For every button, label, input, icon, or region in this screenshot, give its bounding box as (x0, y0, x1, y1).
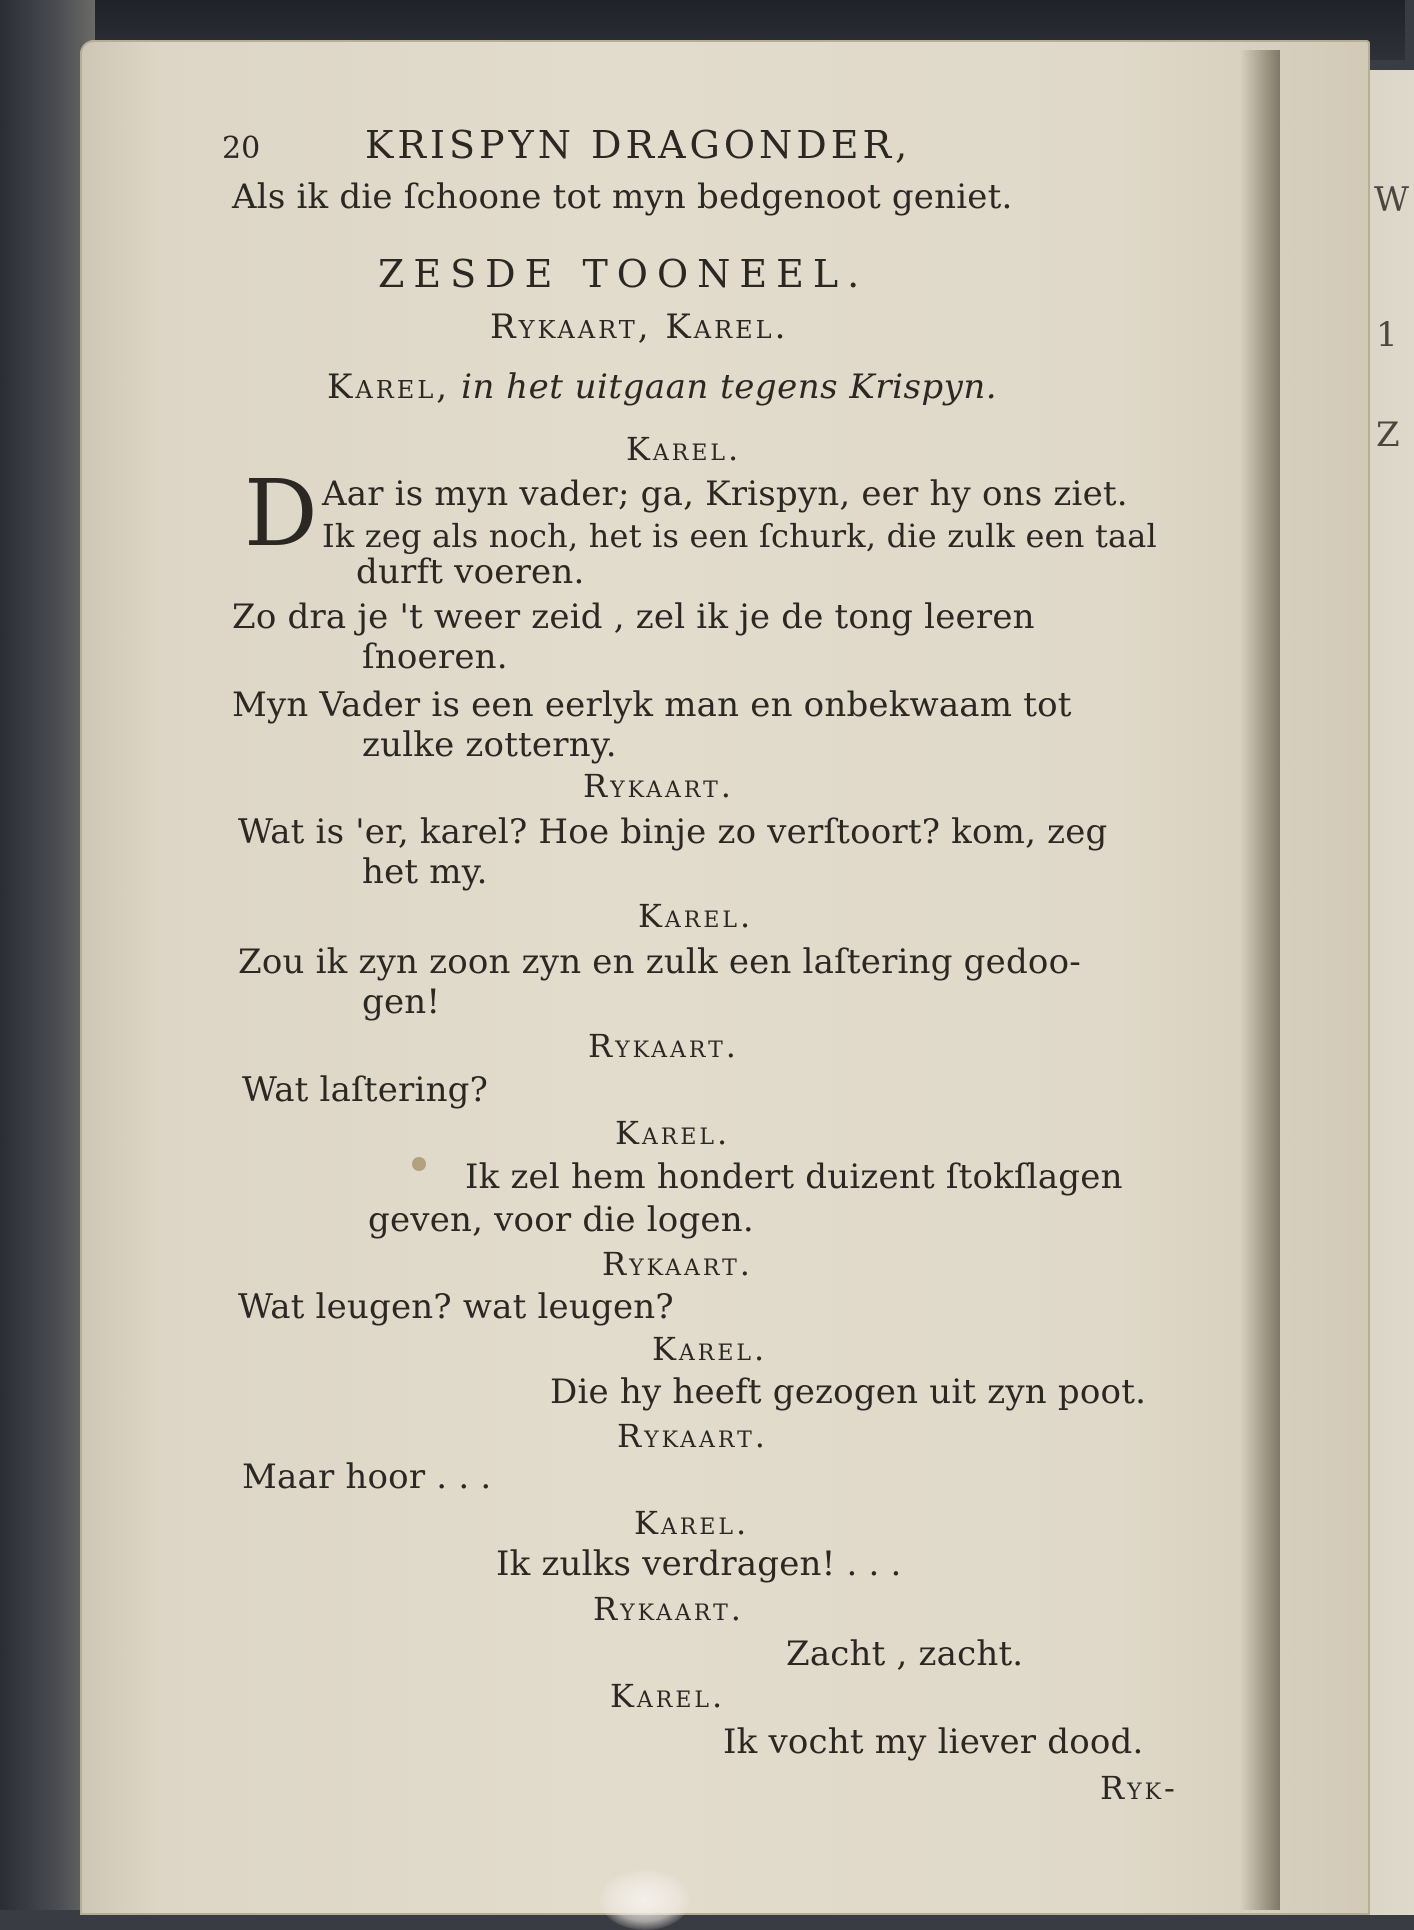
verse-line: Wat is 'er, karel? Hoe binje zo verſtoort? kom, zeg (238, 812, 1108, 852)
verse-line: Wat leugen? wat leugen? (238, 1287, 674, 1327)
stage-direction-text: in het uitgaan tegens Krispyn. (461, 367, 998, 407)
light-reflection (600, 1870, 690, 1930)
running-head: KRISPYN DRAGONDER, (365, 123, 912, 167)
facing-page-glyph: Z (1376, 415, 1400, 455)
verse-line: ſnoeren. (362, 637, 508, 677)
verse-line: Maar hoor . . . (242, 1457, 492, 1497)
speaker-label: Rykaart. (602, 1245, 753, 1283)
speaker-label: Rykaart. (593, 1590, 744, 1628)
verse-line: Ik vocht my liever dood. (723, 1722, 1144, 1762)
speaker-label: Karel. (626, 430, 742, 468)
speaker-label: Karel. (610, 1677, 726, 1715)
page-spine-shadow (1240, 50, 1280, 1910)
verse-line: Ik zeg als noch, het is een ſchurk, die zulk een taal (322, 517, 1157, 555)
facing-page-glyph: W (1374, 180, 1409, 220)
verse-line: Zo dra je 't weer zeid , zel ik je de tong leeren (232, 597, 1035, 637)
scene-title: ZESDE TOONEEL. (378, 252, 869, 296)
verse-line: Ik zulks verdragen! . . . (496, 1544, 902, 1584)
verse-line: Myn Vader is een eerlyk man en onbekwaam tot (232, 685, 1072, 725)
speaker-label: Karel. (638, 897, 754, 935)
speaker-label: Rykaart. (583, 767, 734, 805)
verse-line: gen! (362, 982, 441, 1022)
speaker-label: Karel. (652, 1330, 768, 1368)
verse-line: het my. (362, 852, 488, 892)
drop-cap: D (244, 460, 318, 567)
stage-direction (327, 367, 998, 407)
speaker-label: Karel. (634, 1504, 750, 1542)
page-number: 20 (222, 131, 261, 166)
stage-direction-speaker: Karel, (327, 367, 451, 407)
paper-stain (412, 1157, 426, 1171)
verse-line: Wat laſtering? (242, 1070, 489, 1110)
speaker-label: Karel. (615, 1114, 731, 1152)
verse-line: Ik zel hem hondert duizent ſtokſlagen (465, 1157, 1123, 1197)
verse-line: Zacht , zacht. (786, 1634, 1024, 1674)
verse-line: durft voeren. (356, 552, 585, 592)
verse-line: Die hy heeft gezogen uit zyn poot. (550, 1372, 1147, 1412)
speaker-label: Rykaart. (588, 1027, 739, 1065)
speaker-label: Rykaart. (617, 1417, 768, 1455)
verse-line: Zou ik zyn zoon zyn en zulk een laſtering gedoo- (238, 942, 1081, 982)
character-list: Rykaart, Karel. (490, 307, 789, 347)
verse-line: zulke zotterny. (362, 725, 617, 765)
catchword: Ryk- (1100, 1769, 1178, 1807)
verse-line: geven, voor die logen. (368, 1200, 754, 1240)
verse-line: Als ik die ſchoone tot myn bedgenoot geniet. (232, 177, 1013, 217)
facing-page-glyph: 1 (1376, 315, 1398, 355)
verse-line: Aar is myn vader; ga, Krispyn, eer hy ons ziet. (322, 474, 1128, 514)
